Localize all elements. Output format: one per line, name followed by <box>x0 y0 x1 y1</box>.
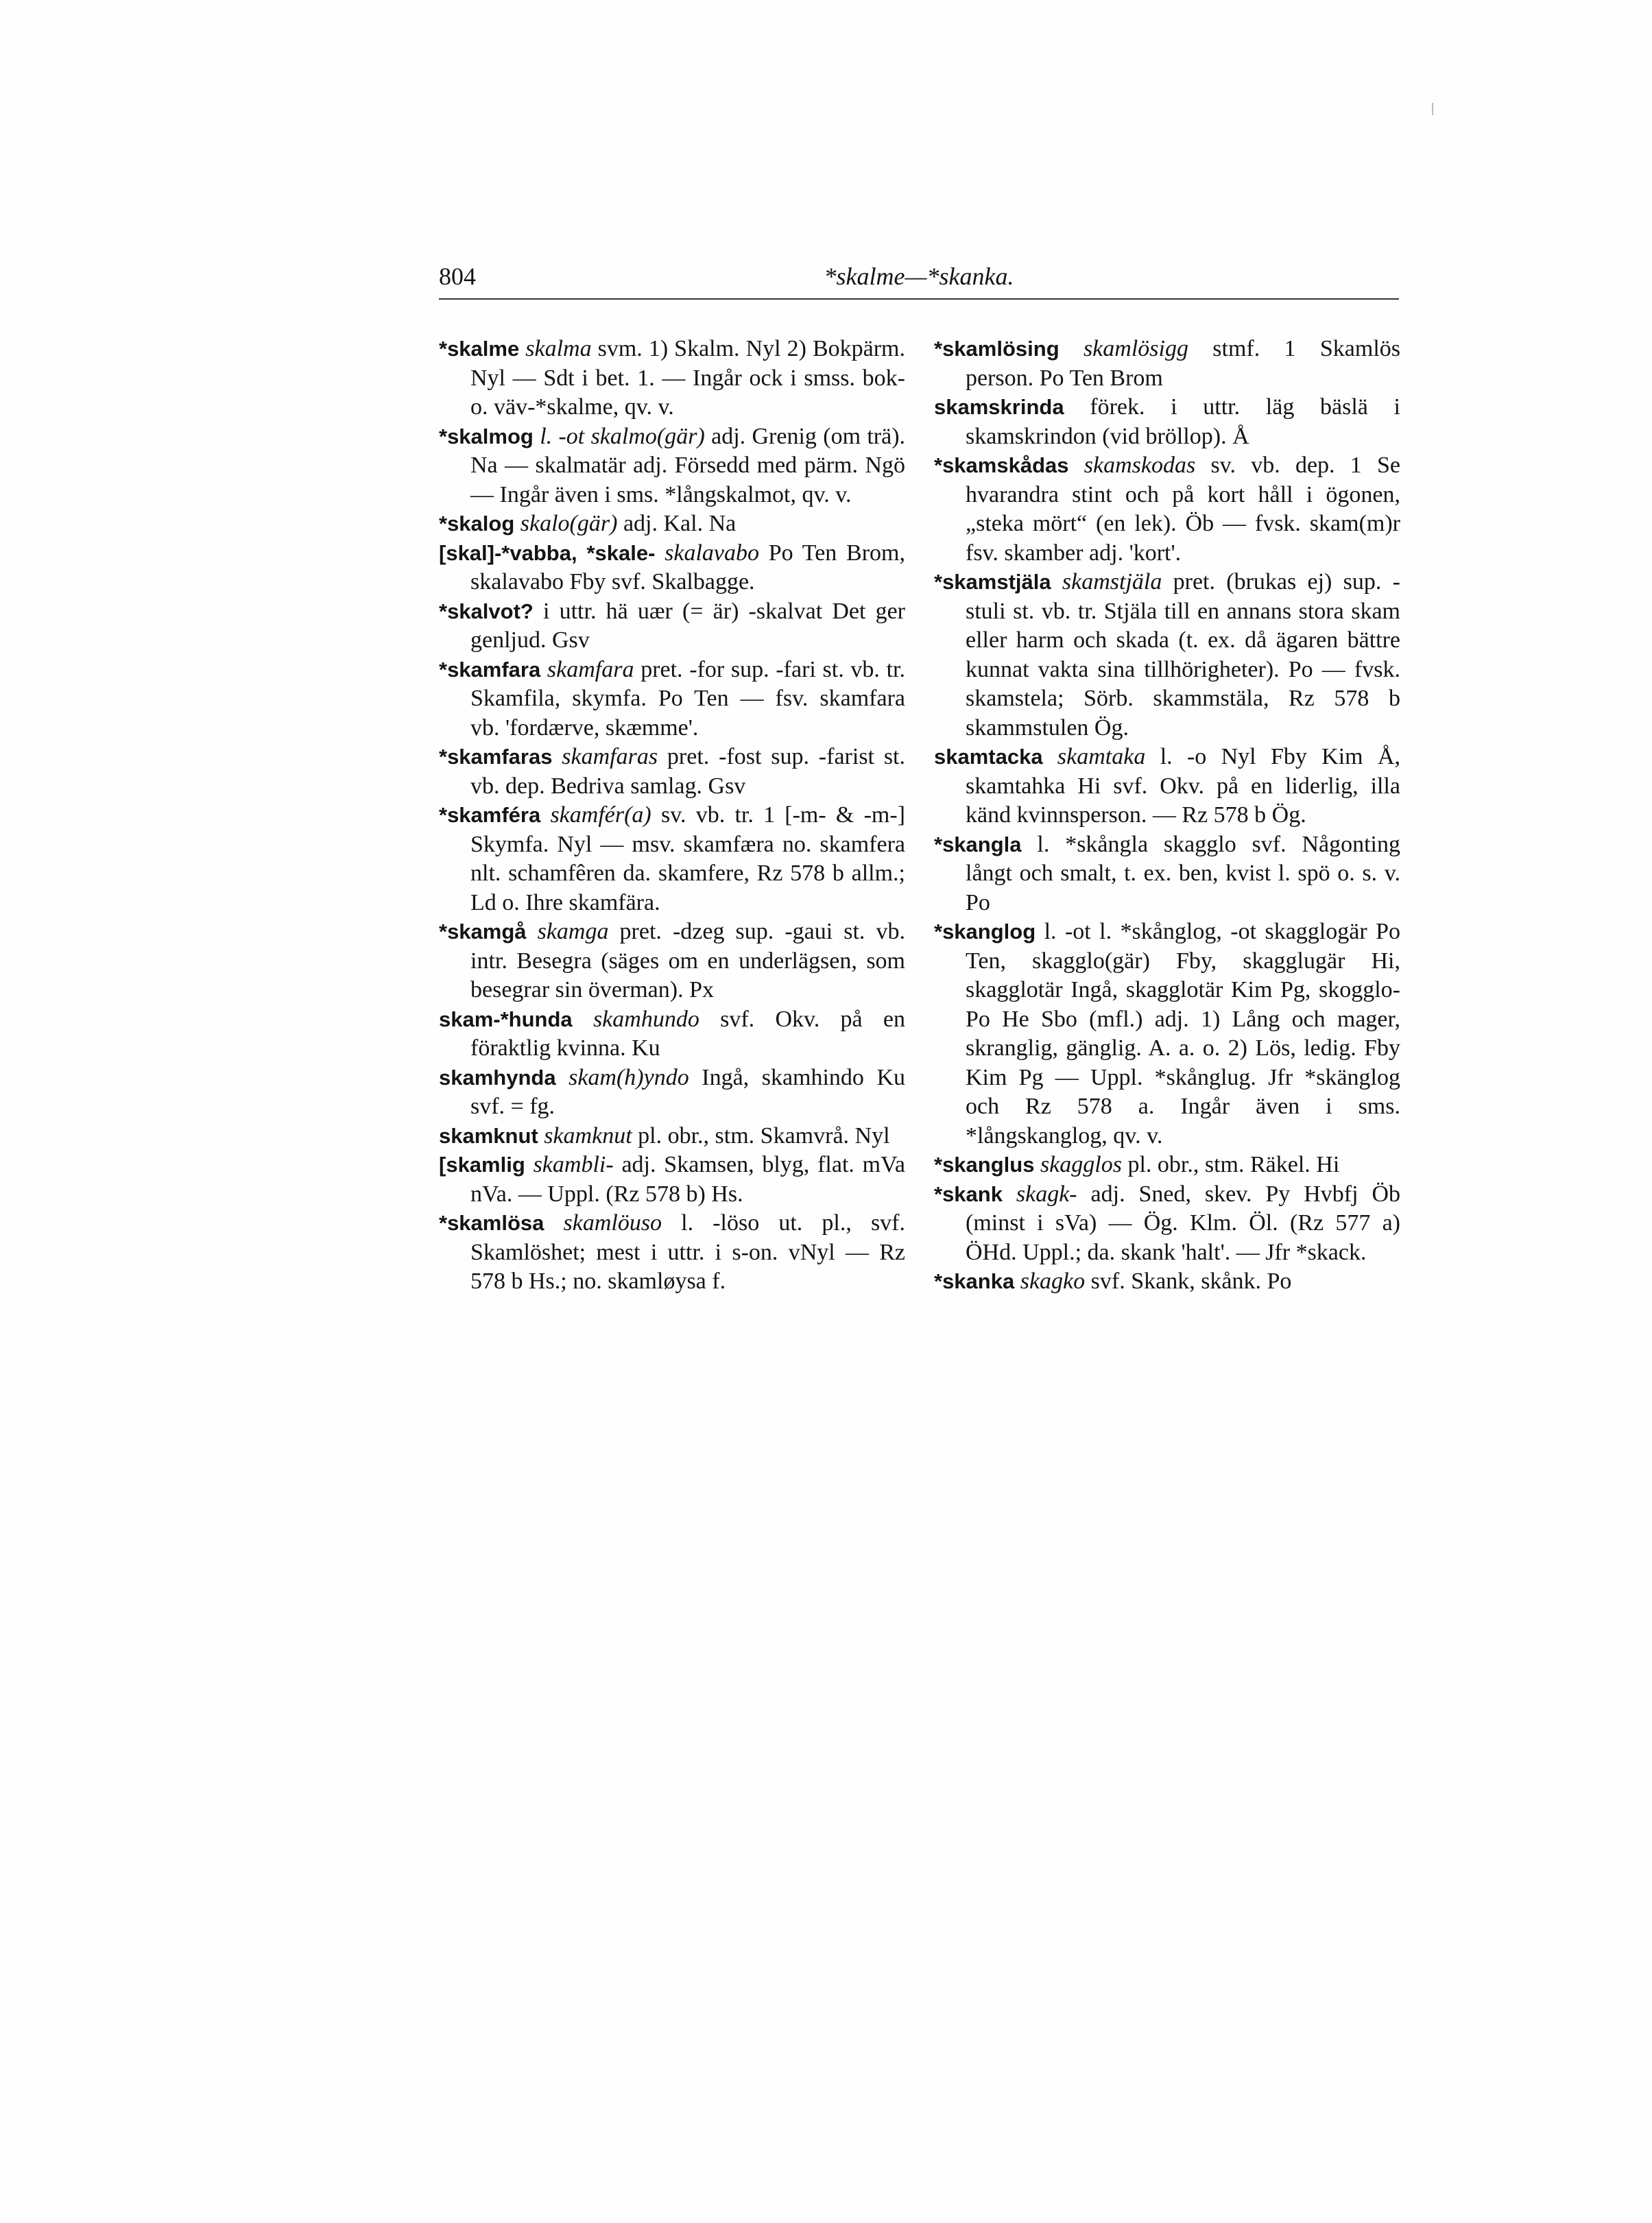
dictionary-entry <box>934 743 1400 830</box>
entry-form: skalma <box>525 336 592 361</box>
dictionary-entry <box>439 1005 905 1064</box>
entry-definition: svf. Okv. på en föraktlig kvinna. Ku <box>470 1006 906 1061</box>
page-number: 804 <box>439 263 476 290</box>
entry-definition: pret. -dzeg sup. -gaui st. vb. intr. Besegra (säges om en underlägsen, som besegrar sin överman). Px <box>470 919 905 1002</box>
dictionary-entry <box>439 335 905 422</box>
entry-headword: *skanglus <box>934 1153 1035 1177</box>
entry-definition: l. -o Nyl Fby Kim Å, skamtahka Hi svf. Okv. på en liderlig, illa känd kvinnsperson. — Rz 578 b Ög. <box>966 744 1401 828</box>
entry-definition: adj. Skamsen, blyg, flat. mVa nVa. — Uppl. (Rz 578 b) Hs. <box>470 1152 906 1207</box>
entry-headword: *skamfaras <box>439 745 553 769</box>
entry-definition: Po Ten Brom, skalavabo Fby svf. Skalbagge. <box>470 540 905 594</box>
dictionary-entry <box>439 656 905 743</box>
entry-headword: skamhynda <box>439 1065 556 1090</box>
entry-headword: *skamlösing <box>934 337 1060 361</box>
entry-definition: Ingå, skamhindo Ku svf. = fg. <box>470 1064 906 1119</box>
entry-definition: adj. Sned, skev. Py Hvbfj Öb (minst i sVa) — Ög. Klm. Öl. (Rz 577 a) ÖHd. Uppl.; da. skank 'halt'. — Jfr *skack. <box>966 1181 1400 1265</box>
right-column <box>934 335 1400 1297</box>
entry-definition: pl. obr., stm. Räkel. Hi <box>1127 1152 1340 1177</box>
page-header <box>439 259 1399 300</box>
entry-form: skamknut <box>544 1122 632 1149</box>
entry-definition: svm. 1) Skalm. Nyl 2) Bokpärm. Nyl — Sdt i bet. 1. — Ingår ock i smss. bok- o. väv-*skalme, qv. v. <box>470 336 905 420</box>
dictionary-entry <box>439 597 905 656</box>
entry-form: l. -ot skalmo(gär) <box>540 423 705 449</box>
entry-headword: *skamféra <box>439 803 541 827</box>
entry-definition: pret. -fost sup. -farist st. vb. dep. Bedriva samlag. Gsv <box>470 744 905 799</box>
dictionary-entry <box>439 539 905 597</box>
dictionary-entry <box>439 422 905 510</box>
entry-form: skamfara <box>547 656 634 682</box>
dictionary-entry <box>934 830 1400 918</box>
dictionary-entry <box>439 1209 905 1297</box>
entry-definition: adj. Kal. Na <box>623 511 737 536</box>
entry-headword: *skalvot? <box>439 599 534 623</box>
dictionary-entry <box>934 451 1400 568</box>
entry-headword: *skank <box>934 1181 1003 1206</box>
entry-form: skalavabo <box>665 540 760 566</box>
entry-definition: svf. Skank, skånk. Po <box>1090 1269 1292 1294</box>
entry-definition: pret. -for sup. -fari st. vb. tr. Skamfila, skymfa. Po Ten — fsv. skamfara vb. 'fordærve, skæmme'. <box>470 656 906 741</box>
entry-headword: *skalmog <box>439 424 534 448</box>
entry-headword: skam-*hunda <box>439 1007 573 1031</box>
entry-headword: *skamskådas <box>934 453 1069 477</box>
dictionary-entry <box>934 1180 1400 1268</box>
entry-definition: adj. Grenig (om trä). Na — skalmatär adj. Försedd med pärm. Ngö — Ingår även i sms. *långskalmot, qv. v. <box>470 423 906 507</box>
entry-headword: skamskrinda <box>934 395 1064 419</box>
dictionary-entry <box>934 393 1400 451</box>
entry-form: skam(h)yndo <box>568 1064 689 1090</box>
entry-definition: l. -ot l. *skånglog, -ot skagglogär Po Ten, skagglo(gär) Fby, skagglugär Hi, skagglotär Ingå, skagglotär Kim Pg, skogglo- Po He Sbo (mfl.) adj. 1) Lång och mager, skranglig, gänglig. A. a. o. 2) Lös, ledig. Fby Kim Pg — Uppl. *skånglug. Jfr *skänglog och Rz 578 a. Ingår även i sms. *långskanglog, qv. v. <box>966 919 1400 1149</box>
entry-form: skamfaras <box>562 744 658 769</box>
entry-form: skamtaka <box>1057 744 1146 769</box>
entry-headword: *skamfara <box>439 657 541 682</box>
entry-form: skagk- <box>1016 1181 1077 1207</box>
entry-headword: *skalme <box>439 337 520 361</box>
dictionary-entry <box>439 917 905 1005</box>
dictionary-entry <box>934 1267 1400 1297</box>
dictionary-entry <box>439 743 905 801</box>
dictionary-entry <box>439 1151 905 1209</box>
entry-headword: *skanka <box>934 1269 1015 1293</box>
entry-form: skambli- <box>533 1152 614 1177</box>
dictionary-entry <box>439 801 905 917</box>
entry-form: skagglos <box>1040 1152 1122 1177</box>
entry-form: skamskodas <box>1084 453 1196 478</box>
running-head: *skalme—*skanka. <box>824 263 1014 290</box>
dictionary-entry <box>439 1122 905 1151</box>
left-column <box>439 335 905 1297</box>
entry-headword: *skangla <box>934 832 1022 856</box>
entry-headword: [skamlig <box>439 1153 525 1177</box>
dictionary-entry <box>934 917 1400 1151</box>
entry-definition: stmf. 1 Skamlös person. Po Ten Brom <box>966 336 1400 391</box>
entry-definition: l. *skångla skagglo svf. Någonting långt och smalt, t. ex. ben, kvist l. spö o. s. v. Po <box>966 831 1401 915</box>
entry-headword: *skamlösa <box>439 1211 544 1235</box>
entry-definition: pret. (brukas ej) sup. -stuli st. vb. tr. Stjäla till en annans stora skam eller harm och skada (t. ex. då ägaren bättre kunnat vakta sina tillhörigheter). Po — fvsk. skamstela; Sörb. skammstäla, Rz 578 b skammstulen Ög. <box>966 569 1400 741</box>
dictionary-entry <box>439 1064 905 1122</box>
dictionary-entry <box>934 568 1400 743</box>
entry-definition: l. -löso ut. pl., svf. Skamlöshet; mest i uttr. i s-on. vNyl — Rz 578 b Hs.; no. skamløysa f. <box>470 1210 905 1294</box>
entry-headword: *skamgå <box>439 920 527 944</box>
entry-form: skalo(gär) <box>520 511 618 536</box>
entry-form: skamlöuso <box>563 1210 662 1236</box>
entry-headword: *skanglog <box>934 920 1036 944</box>
dictionary-entry <box>439 509 905 539</box>
entry-definition: sv. vb. tr. 1 [-m- & -m-] Skymfa. Nyl — msv. skamfæra no. skamfera nlt. schamfêren da. skamfere, Rz 578 b allm.; Ld o. Ihre skamfära. <box>470 802 906 915</box>
dictionary-entry <box>934 1151 1400 1180</box>
entry-form: skagko <box>1020 1269 1086 1294</box>
entry-headword: skamknut <box>439 1123 538 1148</box>
entry-form: skamga <box>537 919 609 944</box>
dictionary-entry <box>934 335 1400 393</box>
entry-headword: [skal]-*vabba, *skale- <box>439 540 656 565</box>
entry-definition: i uttr. hä uær (= är) -skalvat Det ger genljud. Gsv <box>470 598 905 653</box>
margin-mark <box>1432 103 1433 115</box>
entry-headword: skamtacka <box>934 745 1043 769</box>
entry-form: skamstjäla <box>1062 569 1162 594</box>
entry-headword: *skalog <box>439 512 515 536</box>
entry-definition: pl. obr., stm. Skamvrå. Nyl <box>638 1122 890 1149</box>
entry-headword: *skamstjäla <box>934 570 1051 594</box>
entry-form: skamhundo <box>592 1006 699 1032</box>
entry-definition: sv. vb. dep. 1 Se hvarandra stint och på kort håll i ögonen, „steka mört“ (en lek). Öb — fvsk. skam(m)r fsv. skamber adj. 'kort'. <box>966 453 1401 566</box>
entry-form: skamlösigg <box>1083 336 1188 361</box>
header-rule <box>439 298 1399 300</box>
entry-definition: förek. i uttr. läg bäslä i skamskrindon (vid bröllop). Å <box>966 394 1400 449</box>
entry-form: skamfér(a) <box>550 802 651 828</box>
